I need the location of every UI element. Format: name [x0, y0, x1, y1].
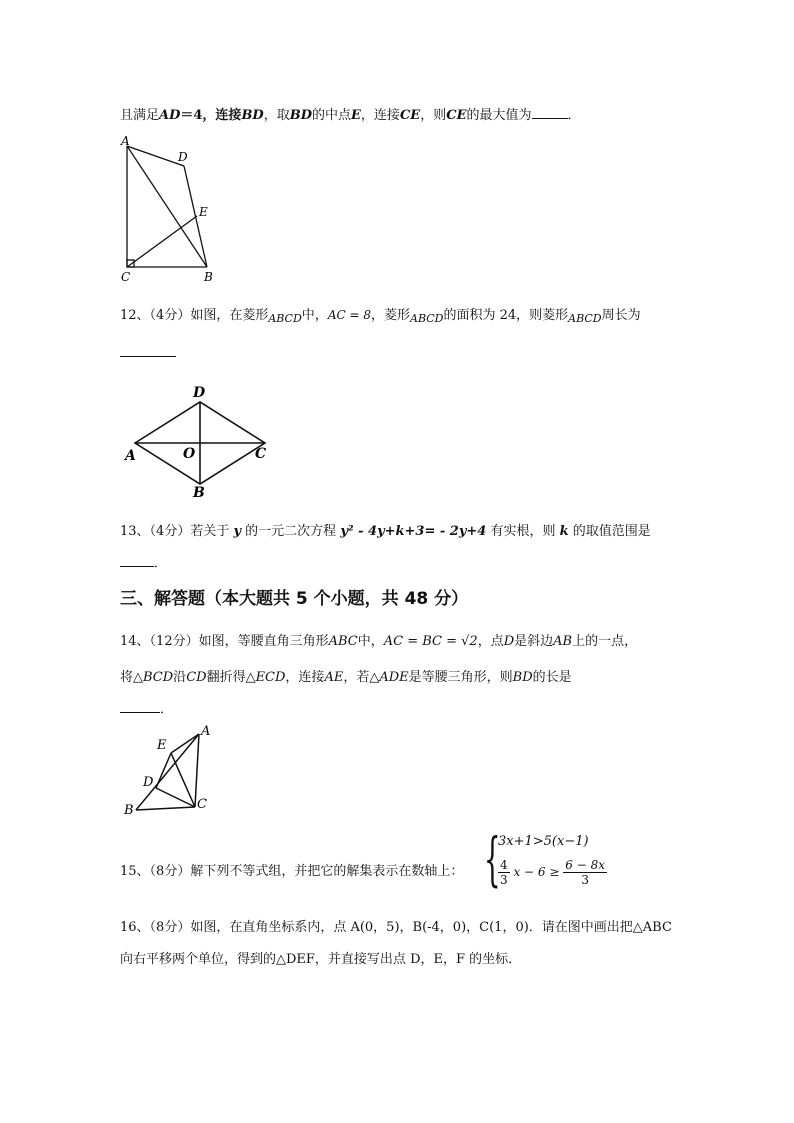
- q16-line2: 向右平移两个单位，得到的△DEF，并直接写出点 D，E，F 的坐标．: [120, 952, 522, 967]
- inequality-1: 3x+1>5(x−1): [498, 834, 589, 849]
- q14-line2: 将△BCD沿CD翻折得△ECD，连接AE，若△ADE是等腰三角形，则BD的长是: [120, 670, 572, 685]
- q15-inequality-system: [484, 825, 614, 896]
- q12-answer-blank: [120, 356, 176, 357]
- left-brace: {: [484, 825, 501, 893]
- q11-figure: [112, 134, 222, 284]
- label-e: E: [199, 205, 208, 219]
- label-b: B: [124, 803, 134, 818]
- q14-line1: 14、（12分）如图，等腰直角三角形ABC中，AC = BC = √2，点D是斜边AB上的一点，: [120, 634, 638, 649]
- q14-figure: [118, 720, 218, 820]
- q14-answer-line: ．: [120, 698, 173, 717]
- label-a: A: [121, 134, 130, 148]
- label-a: A: [125, 448, 136, 464]
- answer-blank: [120, 700, 160, 713]
- label-c: C: [197, 797, 207, 812]
- label-d: D: [178, 150, 188, 164]
- section-heading: 三、解答题（本大题共 5 个小题，共 48 分）: [120, 589, 469, 609]
- fraction-6-8x-3: $\frac{6 - 8x}{3}$: [565, 858, 605, 887]
- label-o: O: [183, 446, 196, 462]
- fraction-4-3: $\frac{4}{3}$: [500, 858, 508, 887]
- q13-answer-line: ．: [120, 552, 167, 571]
- q15-text: 15、（8分）解下列不等式组，并把它的解集表示在数轴上：: [120, 864, 464, 879]
- q11-text: 且满足AD＝4，连接BD，取BD的中点E，连接CE，则CE的最大值为 ．: [120, 108, 581, 123]
- q12-figure: [120, 380, 280, 500]
- label-b: B: [204, 270, 213, 284]
- label-a: A: [201, 724, 211, 739]
- label-d: D: [143, 775, 154, 790]
- label-c: C: [255, 446, 267, 462]
- label-d: D: [193, 385, 206, 401]
- answer-blank: [120, 554, 154, 567]
- label-e: E: [157, 738, 167, 753]
- label-b: B: [193, 485, 205, 500]
- label-c: C: [121, 270, 131, 284]
- q12-text: 12、（4分）如图，在菱形$_{ABCD}$中，AC = 8，菱形$_{ABCD}$的面积为 24，则菱形$_{ABCD}$周长为: [120, 308, 641, 325]
- answer-blank: [532, 106, 568, 119]
- inequality-2: $\frac{4}{3}$ x − 6 ≥ $\frac{6 - 8x}{3}$: [500, 858, 605, 887]
- q13-text: 13、（4分）若关于 y 的一元二次方程 y² - 4y+k+3= - 2y+4 有实根，则 k 的取值范围是: [120, 524, 651, 539]
- q16-line1: 16、（8分）如图，在直角坐标系内，点 A(0，5)，B(-4，0)，C(1，0)．请在图中画出把△ABC: [120, 920, 672, 935]
